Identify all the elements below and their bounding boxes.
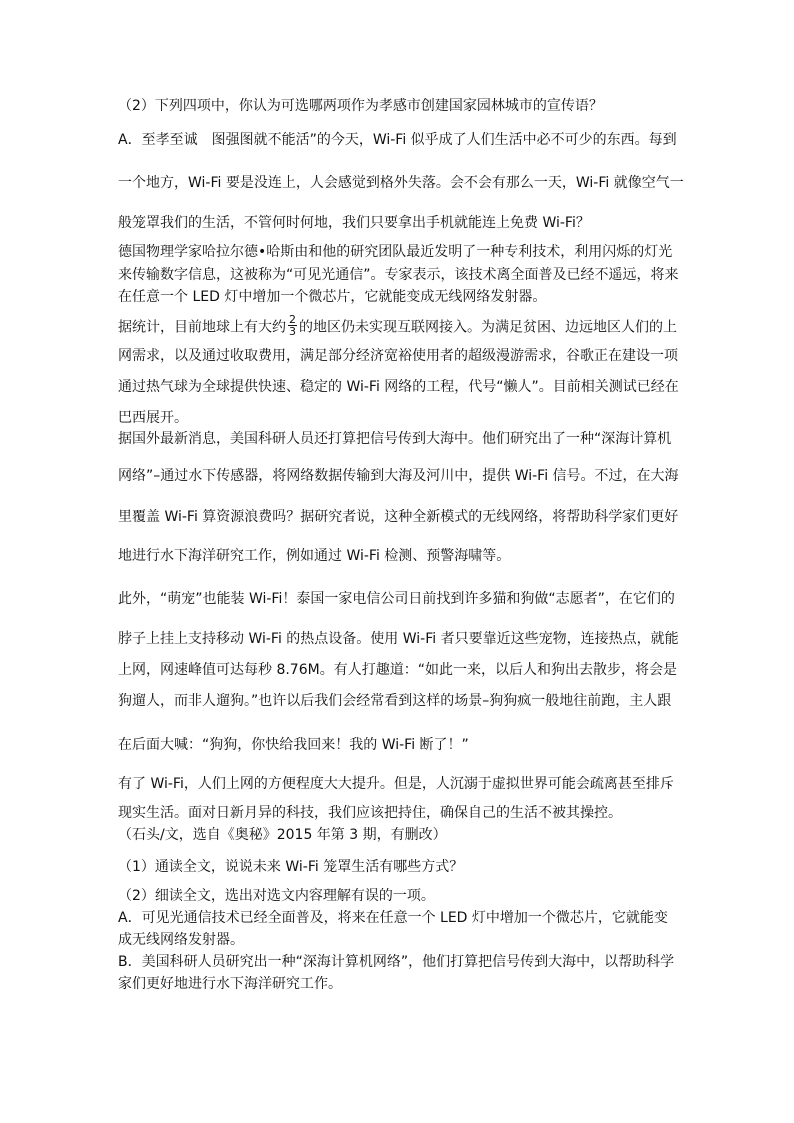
- option-b-line-2: 家们更好地进行水下海洋研究工作。: [118, 976, 342, 992]
- pets-para-line-5: 在后面大喊：“狗狗，你快给我回来！我的 Wi-Fi 断了！”: [118, 737, 469, 753]
- pets-para-line-2: 脖子上挂上支持移动 Wi-Fi 的热点设备。使用 Wi-Fi 者只要靠近这些宠物，连接热点，就能: [118, 631, 679, 647]
- sea-para-line-2: 网络”–通过水下传感器，将网络数据传输到大海及河川中，提供 Wi-Fi 信号。不过，在大海: [118, 468, 679, 484]
- sea-para-line-1: 据国外最新消息，美国科研人员还打算把信号传到大海中。他们研究出了一种“深海计算机: [118, 431, 672, 447]
- pets-para-line-3: 上网，网速峰值可达每秒 8.76M。有人打趣道：“如此一来，以后人和狗出去散步，将会是: [118, 662, 677, 678]
- german-para-line-1: 德国物理学家哈拉尔德•哈斯由和他的研究团队最近发明了一种专利技术，利用闪烁的灯光: [118, 244, 673, 260]
- option-b-line-1: B．美国科研人员研究出一种“深海计算机网络”，他们打算把信号传到大海中，以帮助科学: [118, 954, 675, 970]
- stats-para-line-4: 巴西展开。: [118, 410, 188, 426]
- ending-para-line-2: 现实生活。面对日新月异的科技，我们应该把持住，确保自己的生活不被其操控。: [118, 805, 622, 821]
- stats-text-after-fraction: 的地区仍未实现互联网接入。为满足贫困、边远地区人们的上: [299, 319, 677, 336]
- intro-line-3: 般笼罩我们的生活，不管何时何地，我们只要拿出手机就能连上免费 Wi-Fi？: [118, 215, 590, 231]
- ending-para-line-1: 有了 Wi-Fi，人们上网的方便程度大大提升。但是，人沉溺于虚拟世界可能会疏离甚至排斥: [118, 776, 674, 792]
- fraction-two-thirds: [288, 314, 297, 337]
- option-a-line-1: A．可见光通信技术已经全面普及，将来在任意一个 LED 灯中增加一个微芯片，它就能变: [118, 910, 668, 926]
- question-2-prompt: （2）下列四项中，你认为可选哪两项作为孝感市创建国家园林城市的宣传语？: [118, 98, 603, 114]
- intro-line-2: 一个地方，Wi-Fi 要是没连上，人会感觉到格外失落。会不会有那么一天，Wi-Fi 就像空气一: [118, 175, 684, 191]
- option-a-line-2: 成无线网络发射器。: [118, 932, 244, 948]
- pets-para-line-4: 狗遛人，而非人遛狗。”也许以后我们会经常看到这样的场景–狗狗疯一般地往前跑，主人跟: [118, 693, 672, 709]
- fraction-denominator: 3: [289, 325, 296, 338]
- german-para-line-2: 来传输数字信息，这被称为“可见光通信”。专家表示，该技术离全面普及已经不遥远，将来: [118, 267, 679, 283]
- sea-para-line-4: 地进行水下海洋研究工作，例如通过 Wi-Fi 检测、预警海啸等。: [118, 548, 511, 564]
- stats-text-before-fraction: 据统计，目前地球上有大约: [118, 319, 286, 336]
- question-1: （1）通读全文，说说未来 Wi-Fi 笼罩生活有哪些方式？: [118, 859, 464, 875]
- source-citation: （石头/文，选自《奥秘》2015 年第 3 期，有删改）: [118, 827, 447, 843]
- sea-para-line-3: 里覆盖 Wi-Fi 算资源浪费吗？据研究者说，这种全新模式的无线网络，将帮助科学家们更好: [118, 509, 679, 525]
- stats-para-line-1: [118, 313, 677, 339]
- pets-para-line-1: 此外，“萌宠”也能装 Wi-Fi！泰国一家电信公司日前找到许多猫和狗做“志愿者”，在它们的: [118, 591, 675, 607]
- question-2: （2）细读全文，选出对选文内容理解有误的一项。: [118, 888, 435, 904]
- fraction-numerator: 2: [289, 313, 296, 326]
- stats-para-line-2: 网需求，以及通过收取费用，满足部分经济宽裕使用者的超级漫游需求，谷歌正在建设一项: [118, 348, 678, 364]
- intro-line-1: A．至孝至诚 图强图就不能活”的今天，Wi-Fi 似乎成了人们生活中必不可少的东西。每到: [118, 132, 677, 148]
- german-para-line-3: 在任意一个 LED 灯中增加一个微芯片，它就能变成无线网络发射器。: [118, 289, 547, 305]
- stats-para-line-3: 通过热气球为全球提供快速、稳定的 Wi-Fi 网络的工程，代号“懒人”。目前相关测试已经在: [118, 379, 679, 395]
